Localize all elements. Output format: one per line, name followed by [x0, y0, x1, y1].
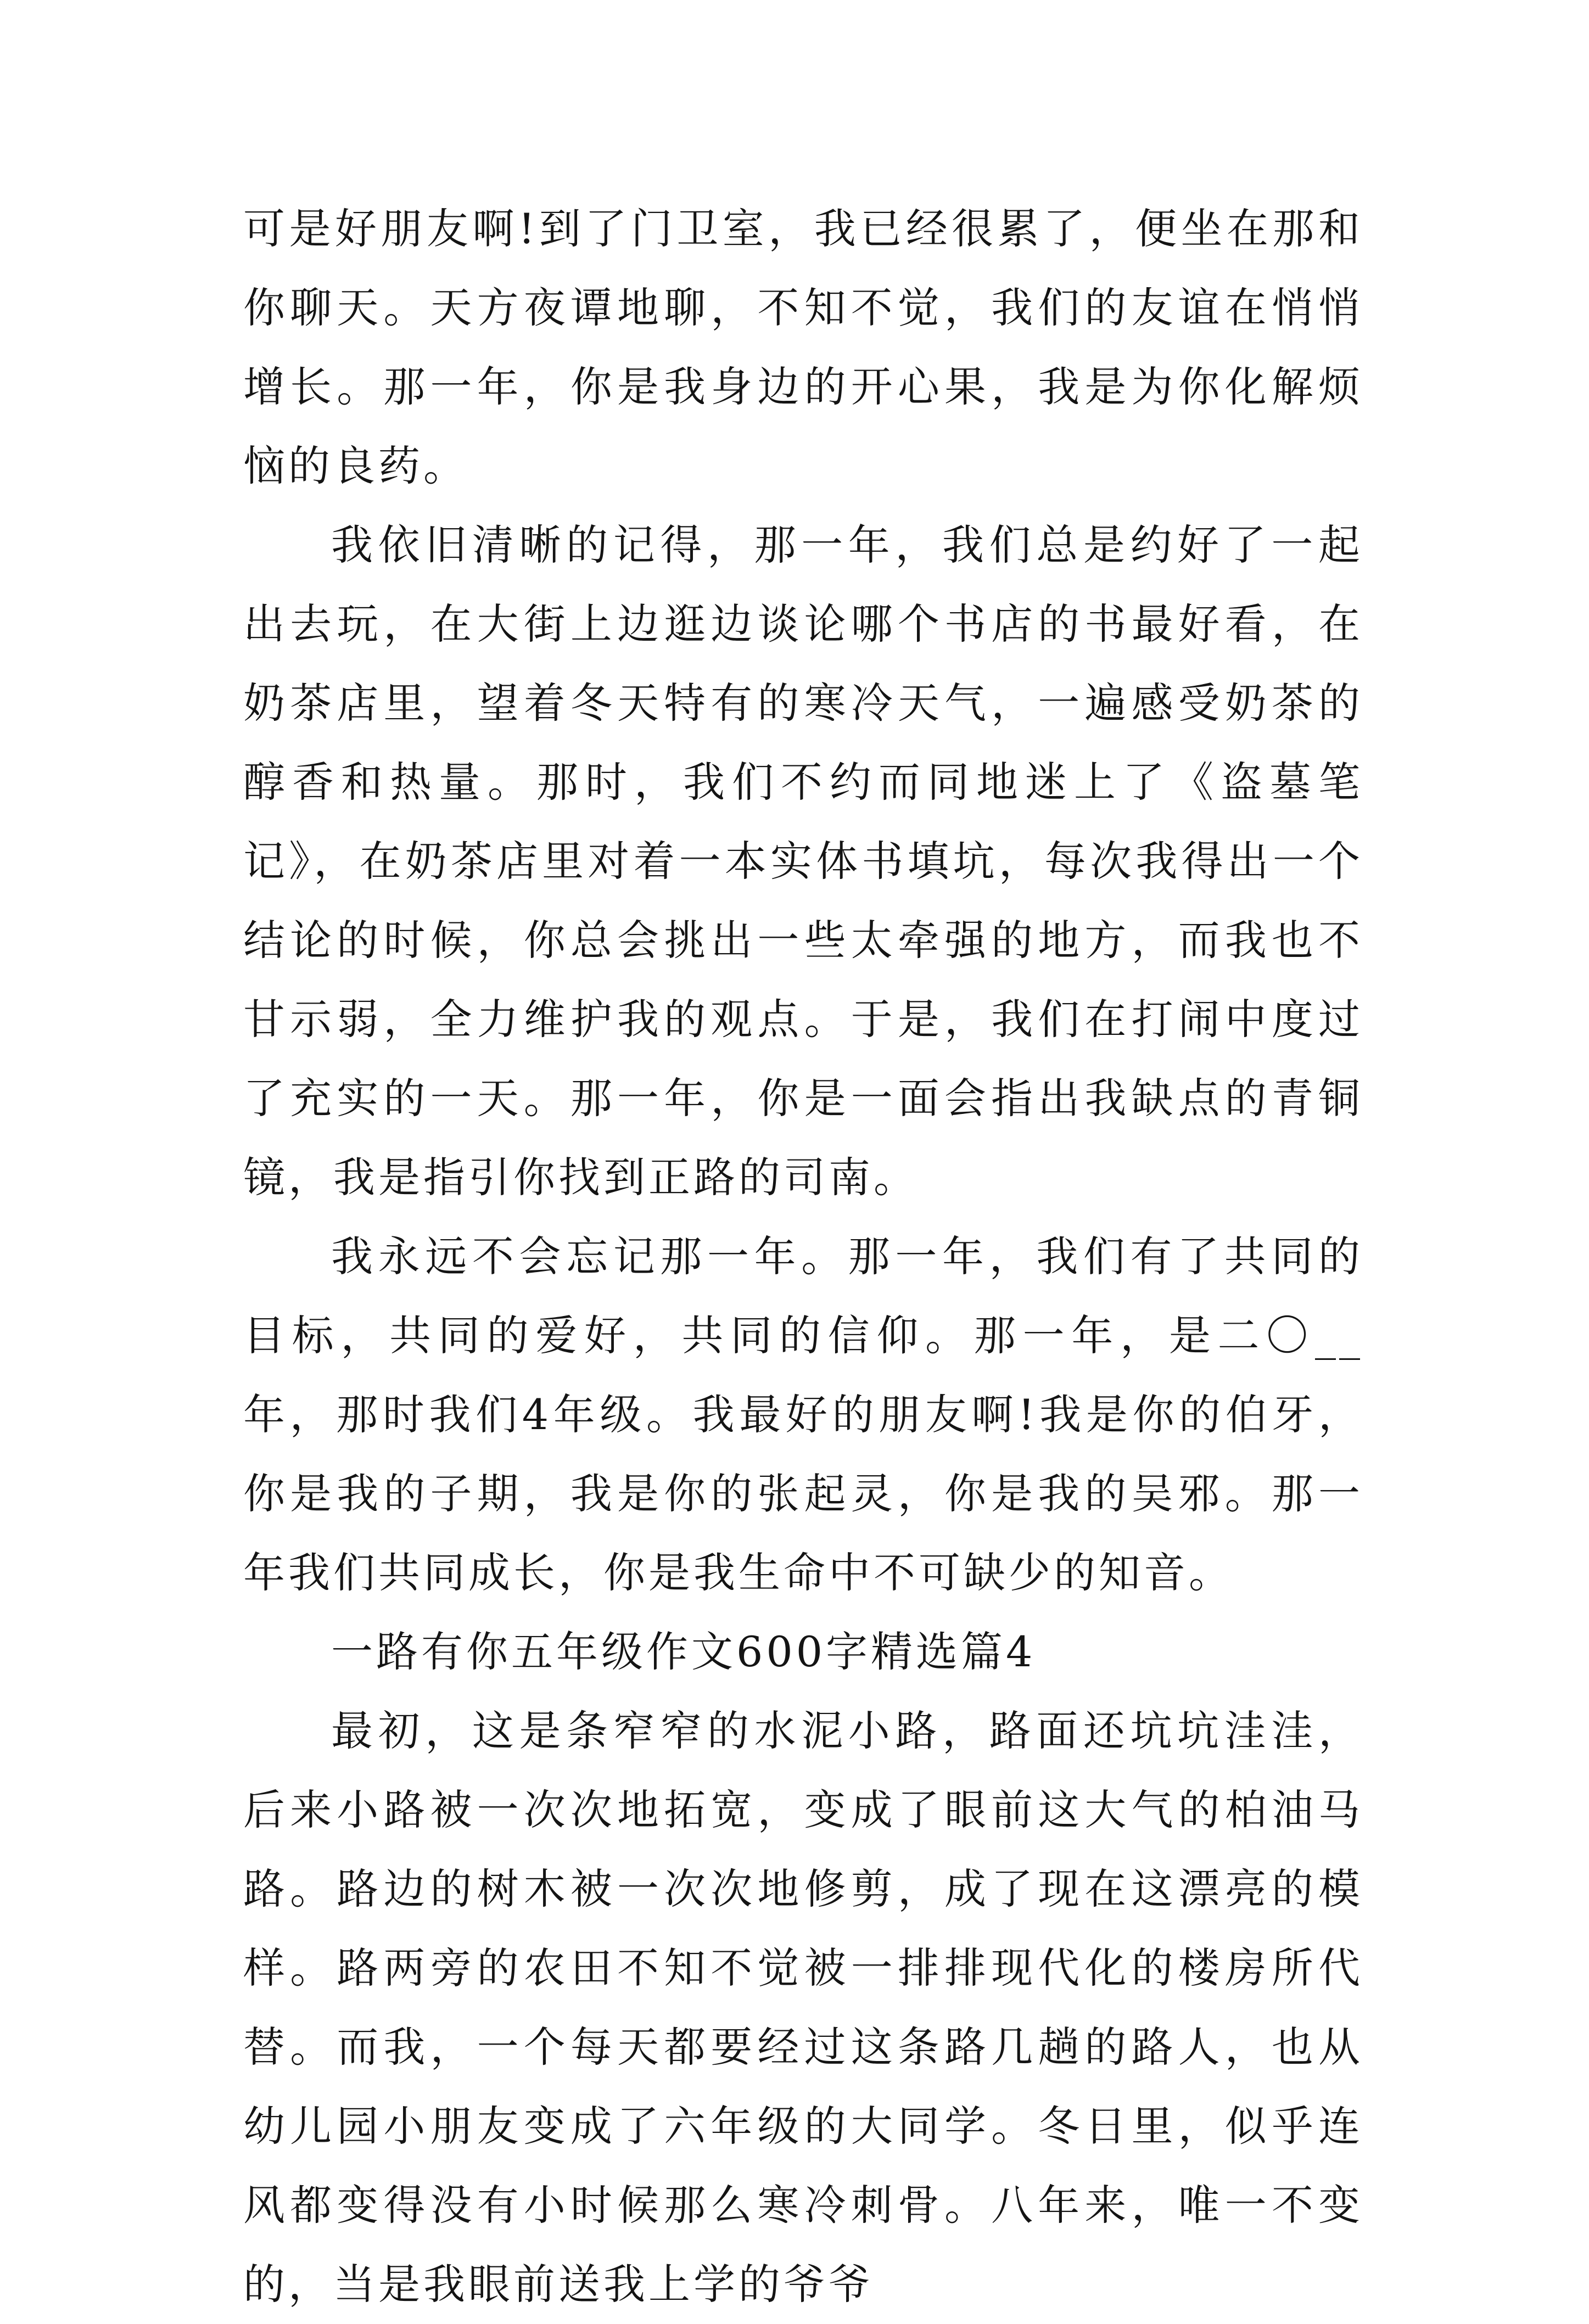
paragraph-2: 我依旧清晰的记得，那一年，我们总是约好了一起出去玩，在大街上边逛边谈论哪个书店的书最好看，在奶茶店里，望着冬天特有的寒冷天气，一遍感受奶茶的醇香和热量。那时，我们不约而同地迷上了《盗墓笔记》，在奶茶店里对着一本实体书填坑，每次我得出一个结论的时候，你总会挑出一些太牵强的地方，而我也不甘示弱，全力维护我的观点。于是，我们在打闹中度过了充实的一天。那一年，你是一面会指出我缺点的青铜镜，我是指引你找到正路的司南。	[243, 520, 1363, 1202]
paragraph-1: 可是好朋友啊!到了门卫室，我已经很累了，便坐在那和你聊天。天方夜谭地聊，不知不觉，我们的友谊在悄悄增长。那一年，你是我身边的开心果，我是为你化解烦恼的良药。	[243, 204, 1363, 490]
essay-body	[243, 189, 1363, 2324]
paragraph-3: 我永远不会忘记那一年。那一年，我们有了共同的目标，共同的爱好，共同的信仰。那一年，是二〇__年，那时我们4年级。我最好的朋友啊!我是你的伯牙，你是我的子期，我是你的张起灵，你是我的吴邪。那一年我们共同成长，你是我生命中不可缺少的知音。	[243, 1232, 1363, 1597]
section-heading: 一路有你五年级作文600字精选篇4	[331, 1627, 1036, 1676]
paragraph-4: 最初，这是条窄窄的水泥小路，路面还坑坑洼洼，后来小路被一次次地拓宽，变成了眼前这大气的柏油马路。路边的树木被一次次地修剪，成了现在这漂亮的模样。路两旁的农田不知不觉被一排排现代化的楼房所代替。而我，一个每天都要经过这条路几趟的路人，也从幼儿园小朋友变成了六年级的大同学。冬日里，似乎连风都变得没有小时候那么寒冷刺骨。八年来，唯一不变的，当是我眼前送我上学的爷爷	[243, 1706, 1363, 2309]
